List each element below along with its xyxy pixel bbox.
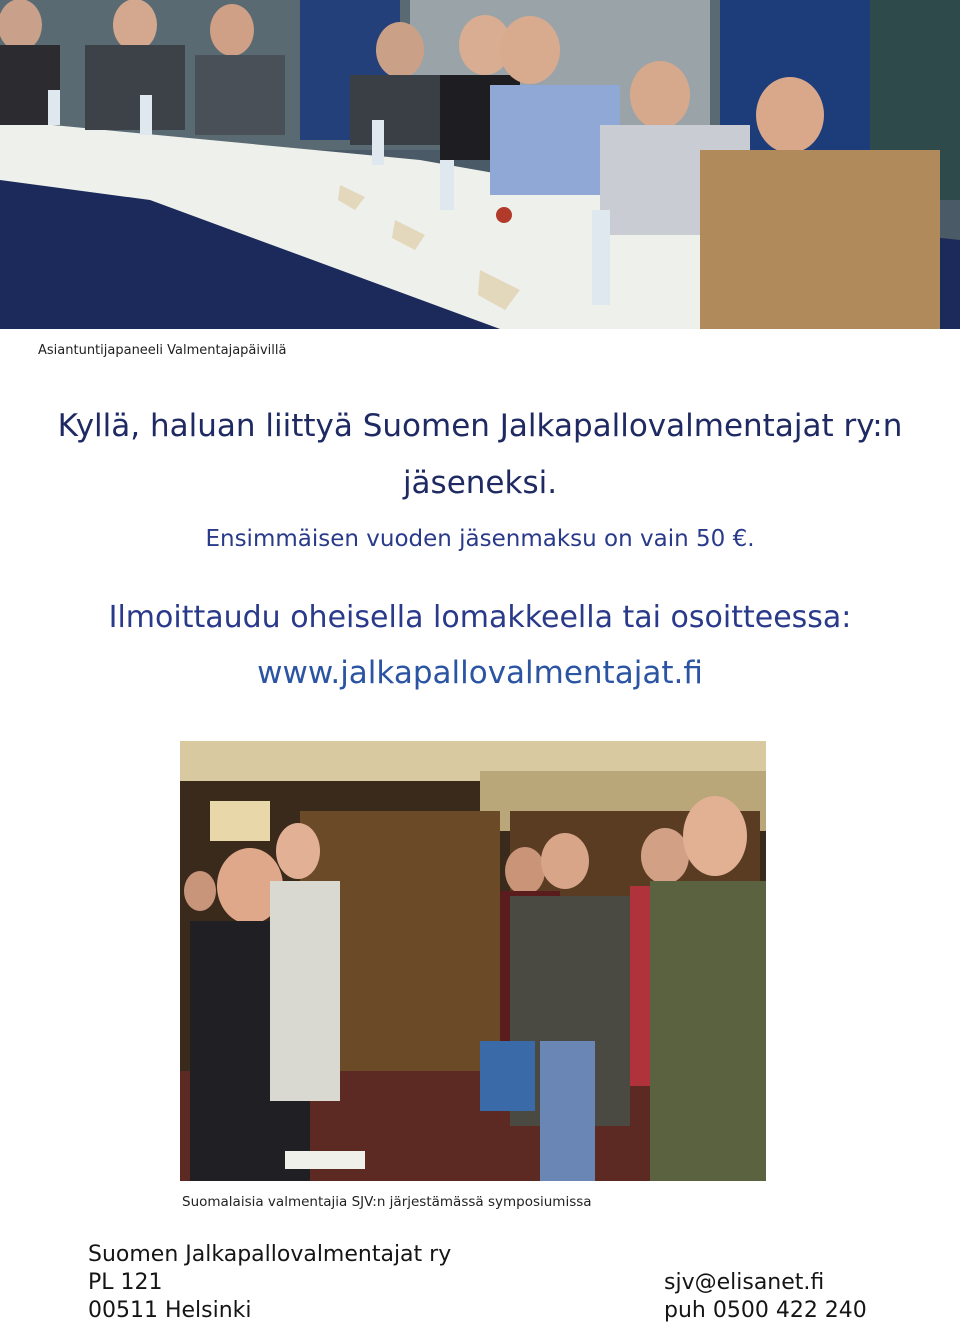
- panel-photo: [0, 0, 960, 329]
- coaches-photo-caption: Suomalaisia valmentajia SJV:n järjestämässä symposiumissa: [182, 1194, 592, 1210]
- membership-fee-text: Ensimmäisen vuoden jäsenmaksu on vain 50 €.: [205, 526, 755, 552]
- postal-city: 00511 Helsinki: [88, 1298, 252, 1323]
- signup-instruction: Ilmoittaudu oheisella lomakkeella tai osoitteessa:: [108, 600, 852, 635]
- website-link[interactable]: www.jalkapallovalmentajat.fi: [257, 655, 703, 691]
- postal-box: PL 121: [88, 1270, 163, 1295]
- coaches-photo: [180, 741, 766, 1181]
- membership-heading-line1: Kyllä, haluan liittyä Suomen Jalkapallovalmentajat ry:n: [57, 408, 903, 444]
- membership-heading-line2: jäseneksi.: [402, 465, 558, 501]
- panel-photo-caption: Asiantuntijapaneeli Valmentajapäivillä: [38, 343, 287, 358]
- phone-number: puh 0500 422 240: [664, 1298, 867, 1323]
- organization-name: Suomen Jalkapallovalmentajat ry: [88, 1242, 452, 1267]
- email-address[interactable]: sjv@elisanet.fi: [664, 1270, 825, 1295]
